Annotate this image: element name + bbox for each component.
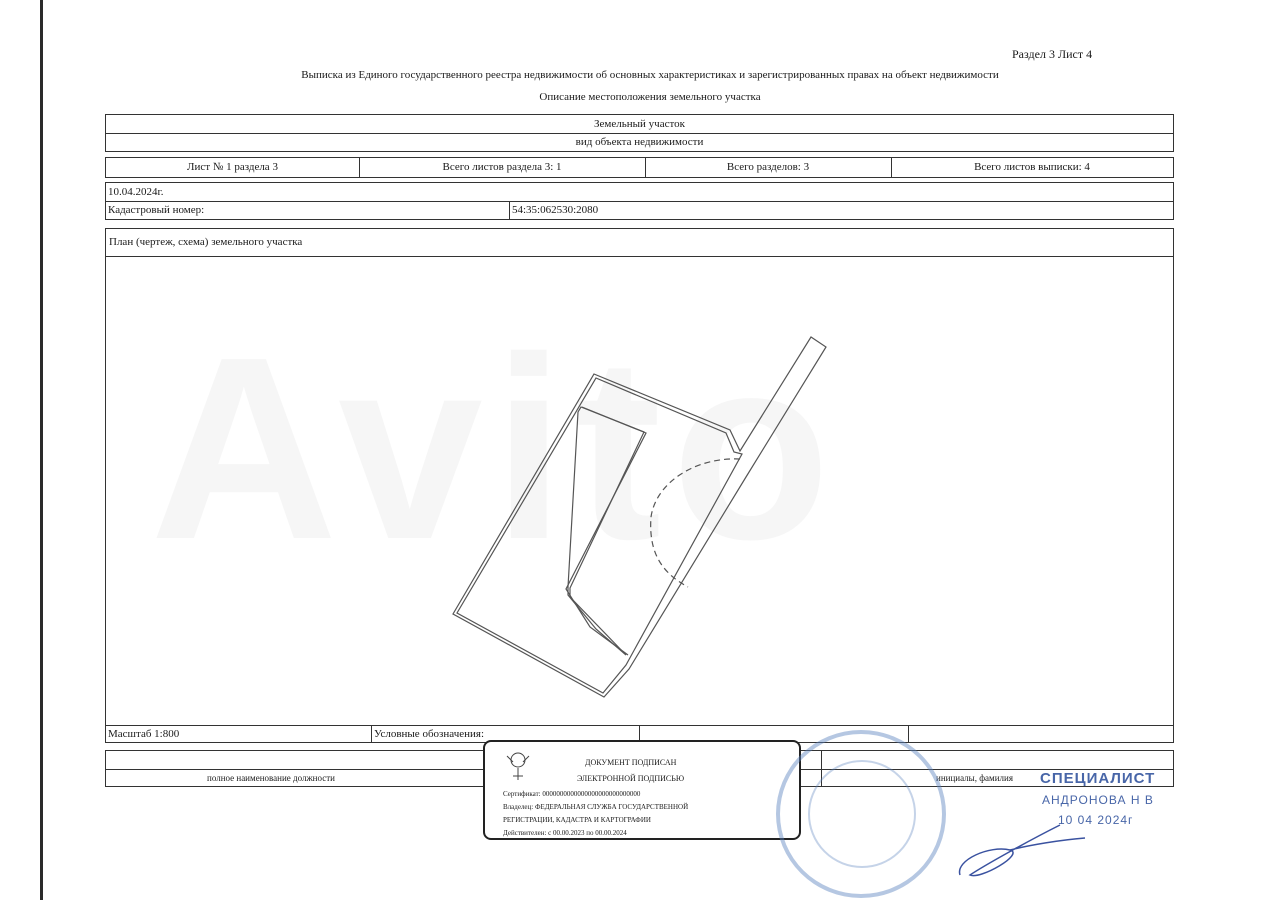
name-label: инициалы, фамилия [936,773,1013,783]
binding-line [40,0,43,900]
esign-owner-cont: РЕГИСТРАЦИИ, КАДАСТРА И КАРТОГРАФИИ [503,816,651,824]
sheet-row [105,157,1174,178]
building-edge [566,407,646,655]
document-title: Выписка из Единого государственного реестра недвижимости об основных характеристиках и зарегистрированных правах на объект недвижимости [301,69,999,81]
total-sheets-section: Всего листов раздела 3: 1 [442,161,562,173]
footer-divider [908,726,909,742]
scale: Масштаб 1:800 [108,728,180,740]
specialist-stamp: СПЕЦИАЛИСТ [1040,770,1156,787]
official-seal-inner [808,760,916,868]
electronic-signature-stamp [483,740,801,840]
info-divider-vertical [509,201,510,219]
legend-label: Условные обозначения: [374,728,485,740]
page-reference: Раздел 3 Лист 4 [1012,47,1093,61]
emblem-icon [501,746,535,786]
esign-valid: Действителен: с 00.00.2023 по 00.00.2024 [503,829,627,837]
info-box [105,182,1174,220]
object-type-box [105,114,1174,152]
esign-certificate: Сертификат: 0000000000000000000000000000 [503,790,641,798]
land-plot-drawing [106,257,1171,727]
object-type: Земельный участок [594,118,685,130]
sheet-number: Лист № 1 раздела 3 [187,161,278,173]
total-sections: Всего разделов: 3 [726,161,810,173]
document-subtitle: Описание местоположения земельного участка [539,91,761,103]
esign-line1: ДОКУМЕНТ ПОДПИСАН [585,758,677,767]
extract-date: 10.04.2024г. [108,186,164,198]
parcel-outline [453,337,826,697]
footer-divider [371,726,372,742]
plan-box [105,228,1174,743]
esign-owner: Владелец: ФЕДЕРАЛЬНАЯ СЛУЖБА ГОСУДАРСТВЕННОЙ [503,803,689,811]
dashed-zone [651,459,740,587]
plan-title: План (чертеж, схема) земельного участка [109,236,303,248]
building-outline [568,407,644,655]
cadastral-label: Кадастровый номер: [108,204,205,216]
avito-watermark: Avito [150,304,841,594]
total-sheets-extract: Всего листов выписки: 4 [974,161,1090,173]
cadastral-number: 54:35:062530:2080 [512,204,599,216]
specialist-date: 10 04 2024г [1058,813,1134,827]
handwritten-signature [950,820,1090,890]
position-label: полное наименование должности [207,773,335,783]
specialist-name: АНДРОНОВА Н В [1042,793,1154,807]
esign-line2: ЭЛЕКТРОННОЙ ПОДПИСЬЮ [577,774,685,783]
object-kind: вид объекта недвижимости [575,136,704,148]
